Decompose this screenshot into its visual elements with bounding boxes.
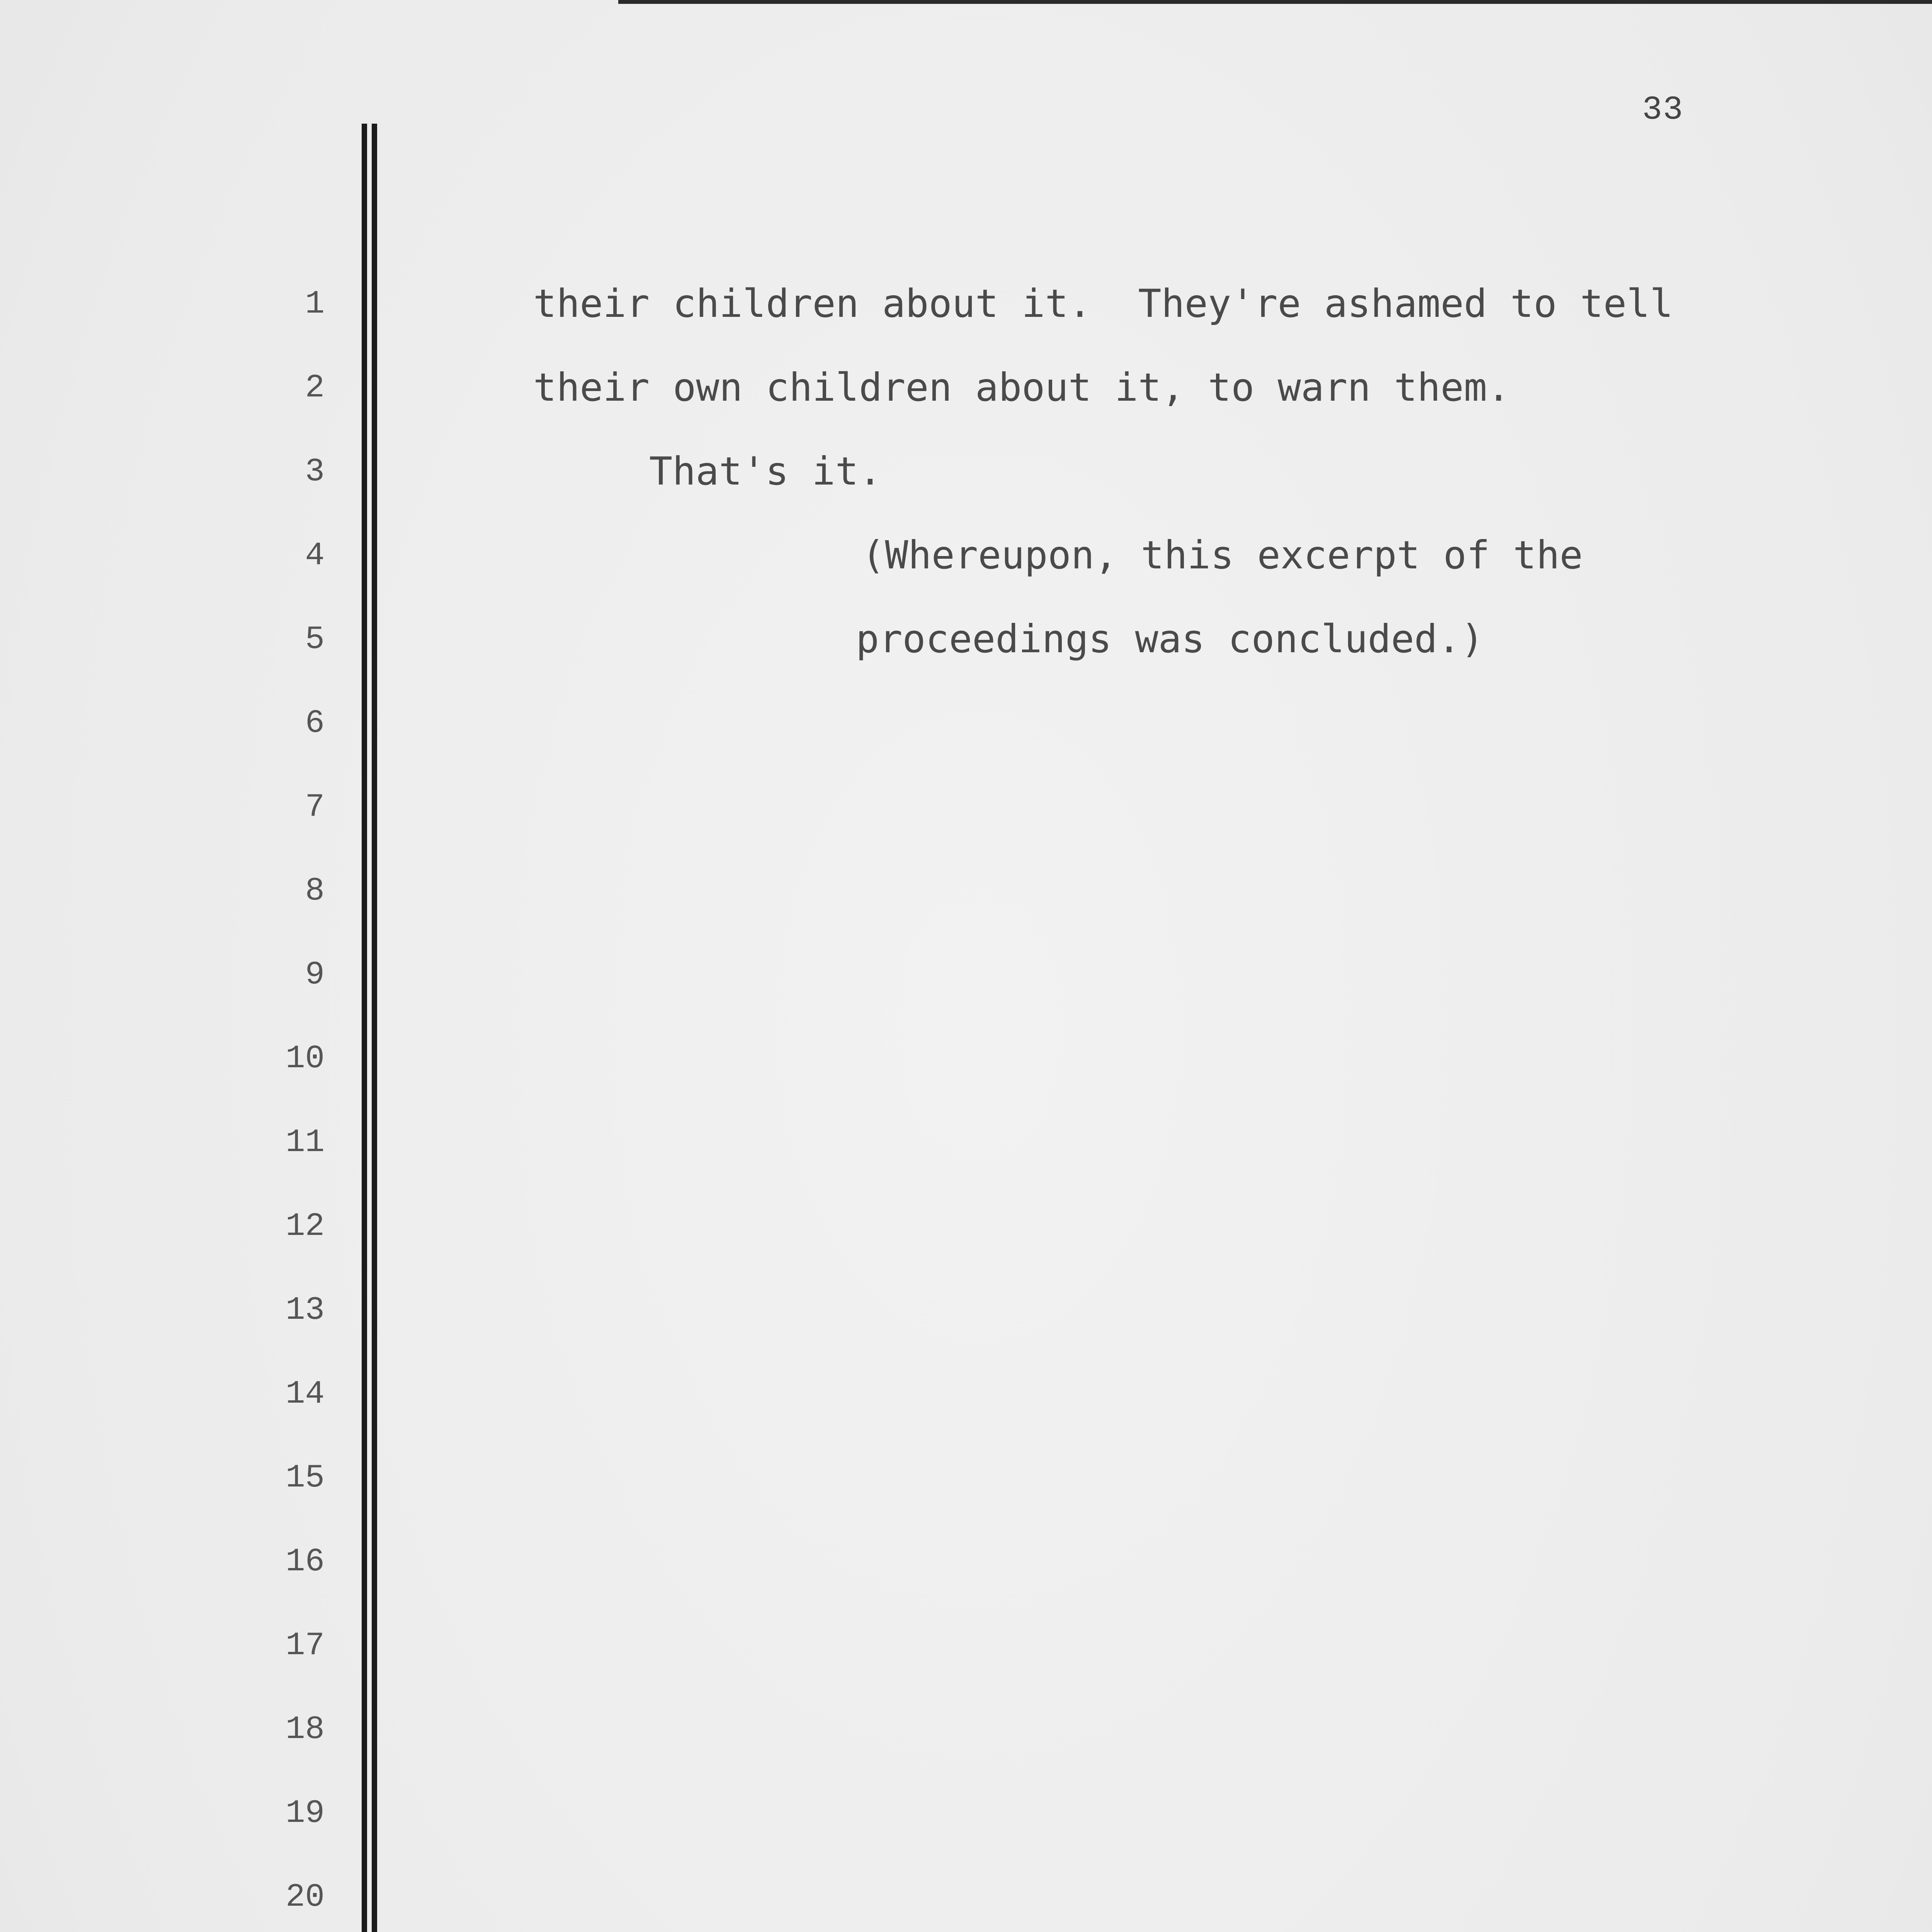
line-number: 18 (286, 1711, 325, 1748)
line-number: 17 (286, 1628, 325, 1664)
transcript-line: proceedings was concluded.) (856, 616, 1484, 662)
line-number: 6 (305, 705, 325, 742)
line-number: 5 (305, 621, 325, 658)
line-number: 3 (305, 454, 325, 490)
transcript-line: That's it. (649, 449, 882, 494)
line-number: 20 (286, 1879, 325, 1916)
line-number: 8 (305, 873, 325, 910)
line-number: 9 (305, 957, 325, 993)
line-number: 11 (286, 1124, 325, 1161)
line-number: 14 (286, 1376, 325, 1413)
line-number: 2 (305, 370, 325, 406)
transcript-line: (Whereupon, this excerpt of the (862, 532, 1583, 578)
line-number: 7 (305, 789, 325, 826)
line-number: 19 (286, 1795, 325, 1832)
line-number: 10 (286, 1041, 325, 1077)
line-number: 16 (286, 1544, 325, 1580)
page-number: 33 (1642, 91, 1684, 129)
margin-rule-right (372, 124, 377, 1932)
transcript-line: their own children about it, to warn them. (533, 365, 1510, 410)
line-number: 12 (286, 1208, 325, 1245)
transcript-line: their children about it. They're ashamed to tell (533, 281, 1673, 326)
margin-rule-left (362, 124, 367, 1932)
line-number: 4 (305, 537, 325, 574)
line-number: 15 (286, 1460, 325, 1497)
scan-edge (618, 0, 1932, 4)
line-number: 1 (305, 286, 325, 323)
line-number: 13 (286, 1292, 325, 1329)
